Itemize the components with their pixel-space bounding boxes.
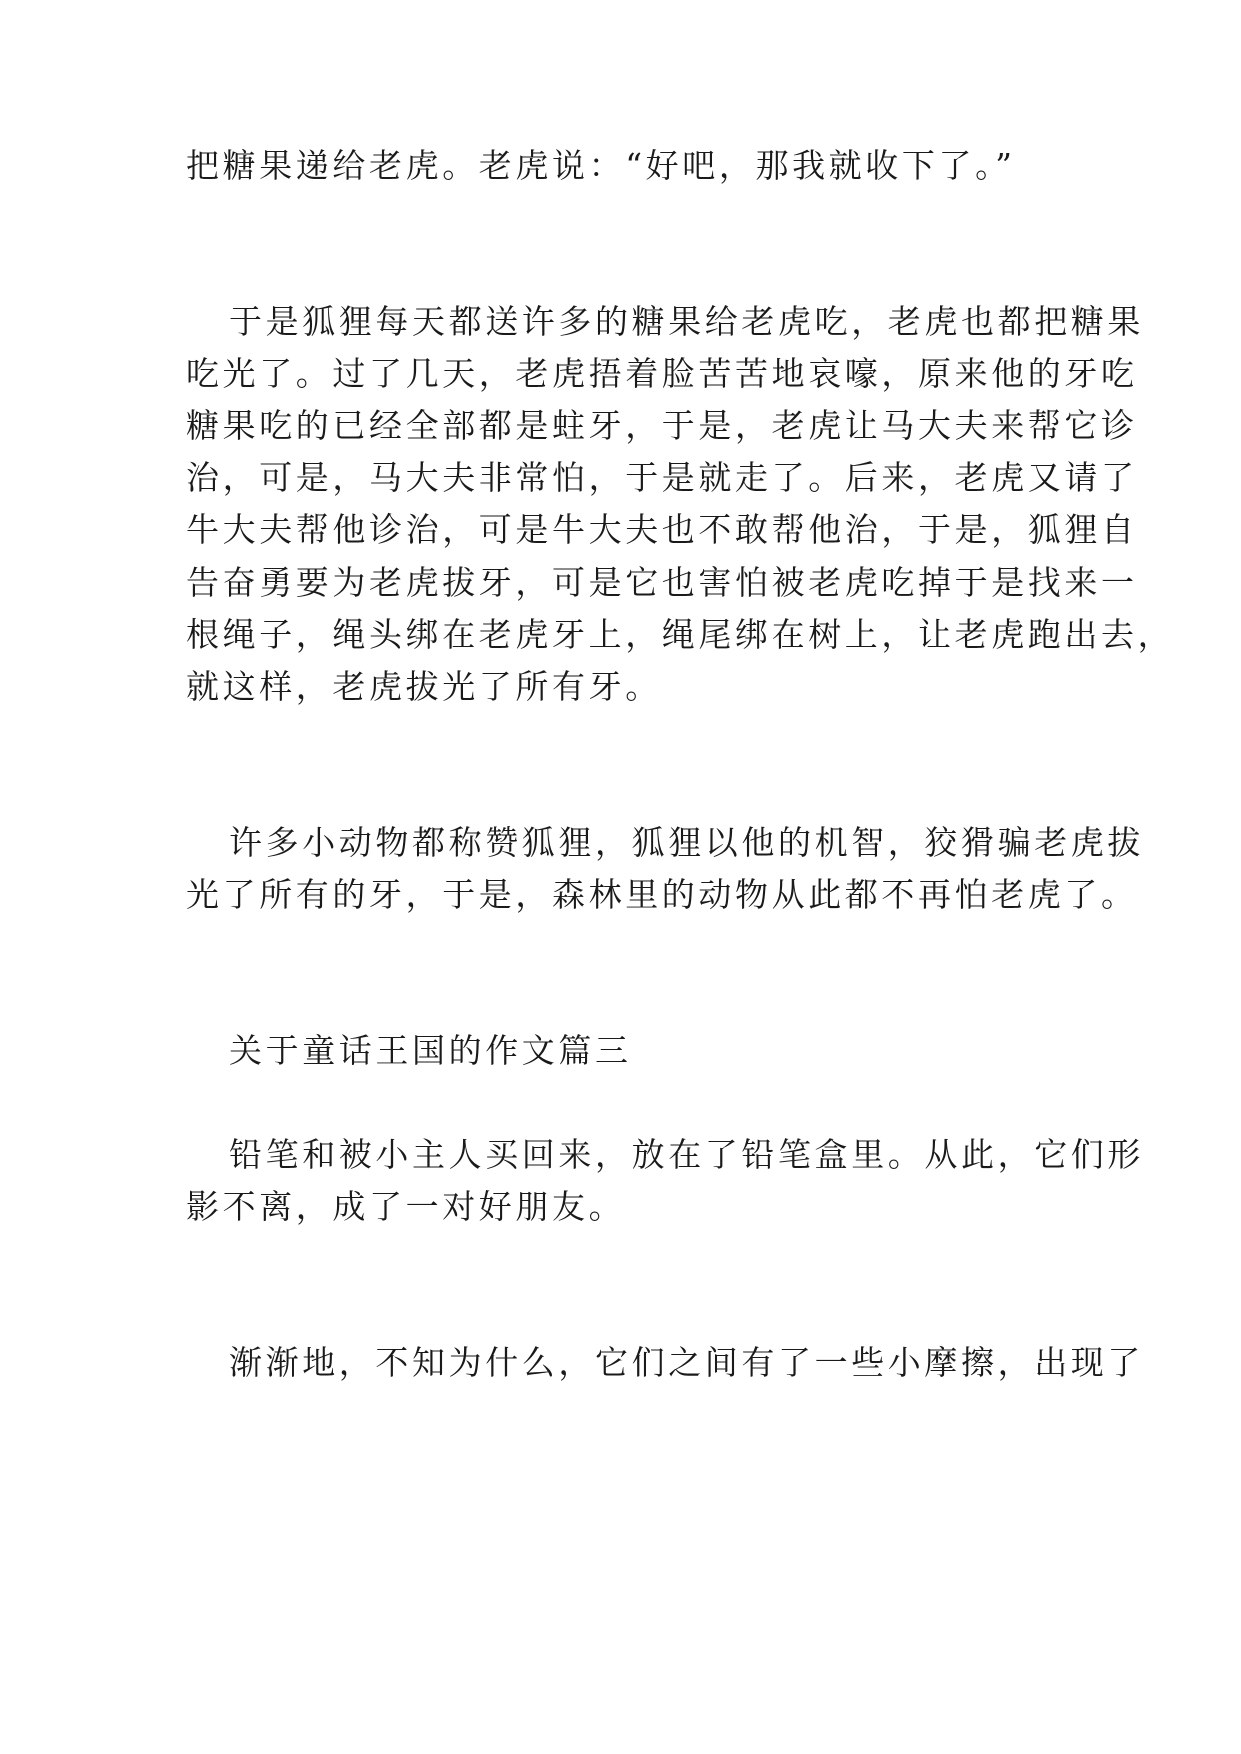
paragraph-line: 吃光了。过了几天，老虎捂着脸苦苦地哀嚎，原来他的牙吃: [186, 354, 1138, 393]
paragraph-line: 治，可是，马大夫非常怕，于是就走了。后来，老虎又请了: [186, 458, 1138, 497]
paragraph-line: 把糖果递给老虎。老虎说：“好吧，那我就收下了。”: [186, 146, 1016, 185]
section-heading: 关于童话王国的作文篇三: [229, 1031, 632, 1070]
paragraph-line: 许多小动物都称赞狐狸，狐狸以他的机智，狡猾骗老虎拔: [229, 823, 1144, 862]
paragraph-line: 根绳子，绳头绑在老虎牙上，绳尾绑在树上，让老虎跑出去，: [186, 615, 1175, 654]
paragraph-line: 铅笔和被小主人买回来，放在了铅笔盒里。从此，它们形: [229, 1135, 1144, 1174]
paragraph-line: 渐渐地，不知为什么，它们之间有了一些小摩擦，出现了: [229, 1343, 1144, 1382]
paragraph-line: 于是狐狸每天都送许多的糖果给老虎吃，老虎也都把糖果: [229, 302, 1144, 341]
paragraph-line: 光了所有的牙，于是，森林里的动物从此都不再怕老虎了。: [186, 875, 1138, 914]
paragraph-line: 牛大夫帮他诊治，可是牛大夫也不敢帮他治，于是，狐狸自: [186, 510, 1138, 549]
paragraph-line: 告奋勇要为老虎拔牙，可是它也害怕被老虎吃掉于是找来一: [186, 563, 1138, 602]
paragraph-line: 影不离，成了一对好朋友。: [186, 1187, 626, 1226]
paragraph-line: 糖果吃的已经全部都是蛀牙，于是，老虎让马大夫来帮它诊: [186, 406, 1138, 445]
paragraph-line: 就这样，老虎拔光了所有牙。: [186, 667, 662, 706]
